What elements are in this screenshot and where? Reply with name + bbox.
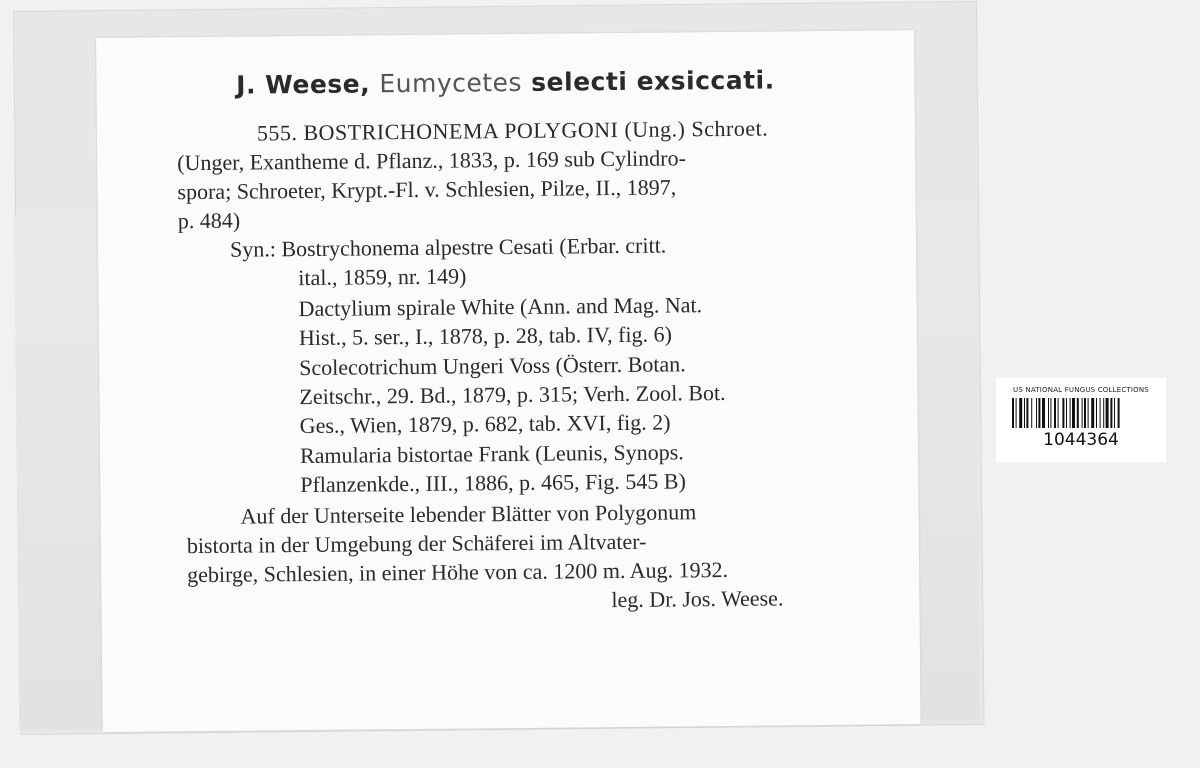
- barcode-bar: [1012, 398, 1014, 428]
- label-line-11: Ges., Wien, 1879, p. 682, tab. XVI, fig. 2): [299, 409, 671, 439]
- header-series-2: selecti exsiccati.: [531, 65, 775, 97]
- barcode-bar: [1072, 398, 1075, 428]
- label-line-17: leg. Dr. Jos. Weese.: [611, 585, 784, 613]
- barcode-number: 1044364: [1043, 430, 1119, 450]
- specimen-label: [96, 30, 921, 732]
- barcode-bar: [1066, 398, 1067, 428]
- barcode-bar: [1091, 398, 1094, 428]
- label-line-13: Pflanzenkde., III., 1886, p. 465, Fig. 545 B): [300, 468, 686, 498]
- header-series-1: Eumycetes: [379, 67, 523, 99]
- barcode-bar: [1110, 398, 1112, 428]
- barcode-bar: [1038, 398, 1040, 428]
- barcode-bar: [1082, 398, 1083, 428]
- barcode-caption: US NATIONAL FUNGUS COLLECTIONS: [1013, 386, 1149, 394]
- barcode-bar: [1077, 398, 1079, 428]
- barcode-bar: [1103, 398, 1104, 428]
- label-line-5: Syn.: Bostrychonema alpestre Cesati (Erbar. critt.: [229, 232, 667, 262]
- barcode-bar: [1024, 398, 1025, 428]
- barcode-bar: [1042, 398, 1045, 428]
- barcode-bar: [1026, 398, 1028, 428]
- barcode-bar: [1100, 398, 1101, 428]
- barcode-bar: [1118, 398, 1120, 428]
- label-line-10: Zeitschr., 29. Bd., 1879, p. 315; Verh. Zool. Bot.: [299, 379, 726, 410]
- barcode-bars: [1012, 398, 1152, 428]
- barcode-bar: [1054, 398, 1056, 428]
- label-line-12: Ramularia bistortae Frank (Leunis, Synops.: [299, 439, 684, 469]
- barcode-label: [996, 378, 1166, 462]
- barcode-bar: [1016, 398, 1017, 428]
- label-line-9: Scolecotrichum Ungeri Voss (Österr. Botan.: [299, 351, 686, 381]
- barcode-bar: [1050, 398, 1051, 428]
- barcode-bar: [1114, 398, 1115, 428]
- label-line-14: Auf der Unterseite lebender Blätter von Polygonum: [240, 499, 697, 529]
- label-line-1: 555. BOSTRICHONEMA POLYGONI (Ung.) Schroet.: [256, 115, 769, 146]
- label-line-8: Hist., 5. ser., I., 1878, p. 28, tab. IV, fig. 6): [298, 321, 672, 351]
- header-author: J. Weese,: [236, 69, 371, 100]
- label-line-16: gebirge, Schlesien, in einer Höhe von ca. 1200 m. Aug. 1932.: [187, 556, 729, 588]
- label-line-6: ital., 1859, nr. 149): [298, 263, 467, 291]
- label-line-3: spora; Schroeter, Krypt.-Fl. v. Schlesien, Pilze, II., 1897,: [177, 174, 677, 205]
- barcode-bar: [1096, 398, 1097, 428]
- barcode-bar: [1088, 398, 1089, 428]
- barcode-bar: [1019, 398, 1022, 428]
- label-line-4: p. 484): [177, 207, 241, 234]
- barcode-bar: [1084, 398, 1086, 428]
- label-line-15: bistorta in der Umgebung der Schäferei im Altvater-: [186, 528, 647, 559]
- barcode-bar: [1070, 398, 1071, 428]
- barcode-bar: [1031, 398, 1032, 428]
- barcode-bar: [1106, 398, 1109, 428]
- label-line-7: Dactylium spirale White (Ann. and Mag. Nat.: [298, 292, 703, 322]
- label-header: [96, 64, 914, 101]
- label-line-2: (Unger, Exantheme d. Pflanz., 1833, p. 169 sub Cylindro-: [177, 145, 687, 176]
- barcode-bar: [1062, 398, 1064, 428]
- barcode-bar: [1048, 398, 1049, 428]
- barcode-bar: [1058, 398, 1059, 428]
- barcode-bar: [1036, 398, 1037, 428]
